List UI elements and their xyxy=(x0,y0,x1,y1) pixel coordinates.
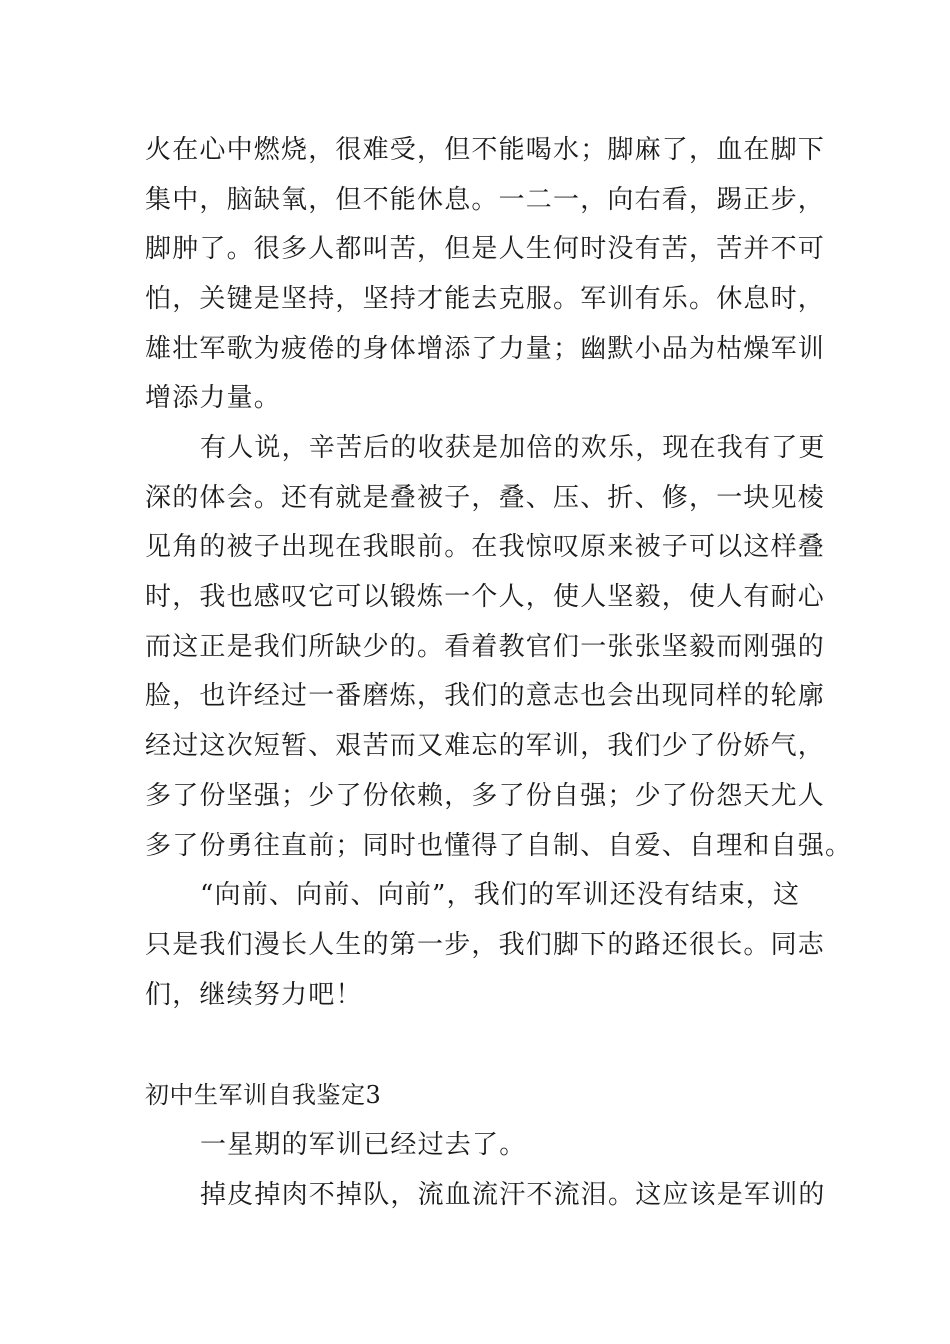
text-line: “向前、向前、向前”，我们的军训还没有结束，这 xyxy=(200,880,801,910)
text-line: 而这正是我们所缺少的。看着教官们一张张坚毅而刚强的 xyxy=(145,632,826,662)
text-line: 掉皮掉肉不掉队，流血流汗不流泪。这应该是军训的 xyxy=(200,1180,826,1210)
text-line: 增添力量。 xyxy=(145,383,282,413)
text-line: 脸，也许经过一番磨炼，我们的意志也会出现同样的轮廓 xyxy=(145,681,826,711)
text-line: 怕，关键是坚持，坚持才能去克服。军训有乐。休息时， xyxy=(145,284,826,314)
text-line: 脚肿了。很多人都叫苦，但是人生何时没有苦，苦并不可 xyxy=(145,234,826,264)
section-title: 初中生军训自我鉴定3 xyxy=(145,1081,382,1109)
text-line: 有人说，辛苦后的收获是加倍的欢乐，现在我有了更 xyxy=(200,433,826,463)
text-line: 只是我们漫长人生的第一步，我们脚下的路还很长。同志 xyxy=(145,930,826,960)
text-line: 时，我也感叹它可以锻炼一个人，使人坚毅，使人有耐心 xyxy=(145,582,826,612)
text-line: 多了份坚强；少了份依赖，多了份自强；少了份怨天尤人 xyxy=(145,781,826,811)
text-line: 经过这次短暂、艰苦而又难忘的军训，我们少了份娇气， xyxy=(145,731,826,761)
text-line: 集中，脑缺氧，但不能休息。一二一，向右看，踢正步， xyxy=(145,185,826,215)
text-line: 雄壮军歌为疲倦的身体增添了力量；幽默小品为枯燥军训 xyxy=(145,334,826,364)
text-line: 多了份勇往直前；同时也懂得了自制、自爱、自理和自强。 xyxy=(145,831,853,861)
text-line: 们，继续努力吧！ xyxy=(145,980,363,1010)
text-line: 深的体会。还有就是叠被子，叠、压、折、修，一块见棱 xyxy=(145,483,826,513)
text-line: 火在心中燃烧，很难受，但不能喝水；脚麻了，血在脚下 xyxy=(145,135,826,165)
text-line: 见角的被子出现在我眼前。在我惊叹原来被子可以这样叠 xyxy=(145,532,826,562)
text-line: 一星期的军训已经过去了。 xyxy=(200,1130,527,1160)
